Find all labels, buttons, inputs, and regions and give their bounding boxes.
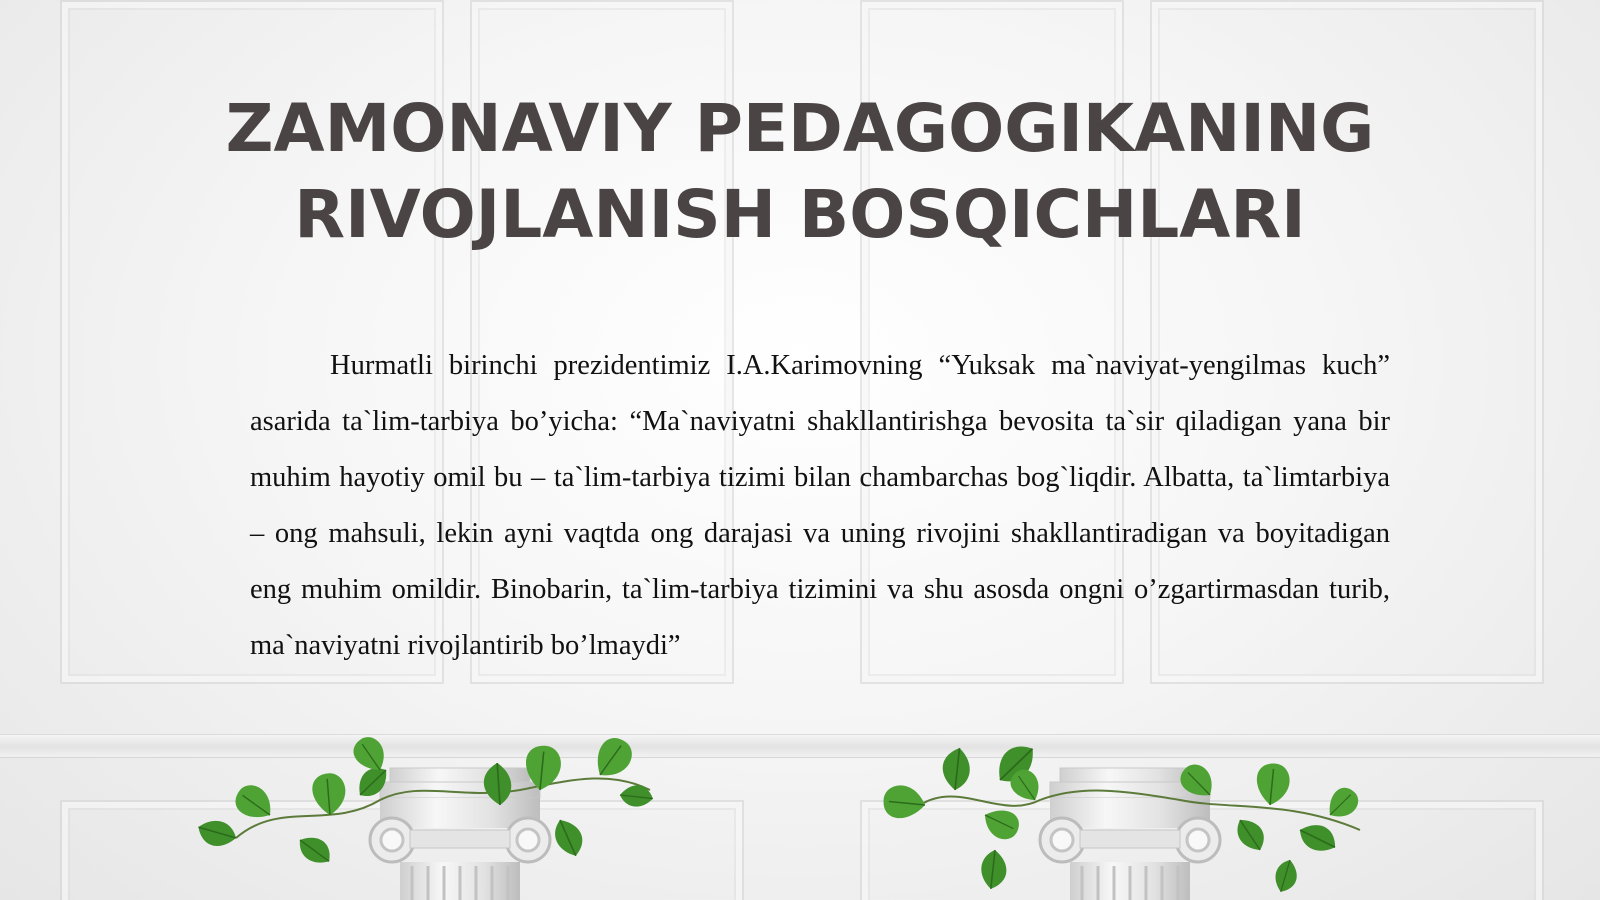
quote-paragraph: Hurmatli birinchi prezidentimiz I.A.Karimovning “Yuksak ma`naviyat-yengilmas kuch” asarida ta`lim-tarbiya bo’yicha: “Ma`naviyatni shakllantirishga bevosita ta`sir qiladigan yana bir muhim hayotiy omil bu – ta`lim-tarbiya tizimi bilan chambarchas bog`liqdir. Albatta, ta`limtarbiya – ong mahsuli, lekin ayni vaqtda ong darajasi va uning rivojini shakllantiradigan va boyitadigan eng muhim omildir. Binobarin, ta`lim-tarbiya tizimini va shu asosda ongni o’zgartirmasdan turib, ma`naviyatni rivojlantirib bo’lmaydi”: [250, 350, 1390, 661]
left-column-icon: [370, 768, 550, 900]
slide-title-line-2: RIVOJLANISH BOSQICHLARI: [294, 176, 1306, 253]
slide-title-line-1: ZAMONAVIY PEDAGOGIKANING: [225, 90, 1375, 167]
